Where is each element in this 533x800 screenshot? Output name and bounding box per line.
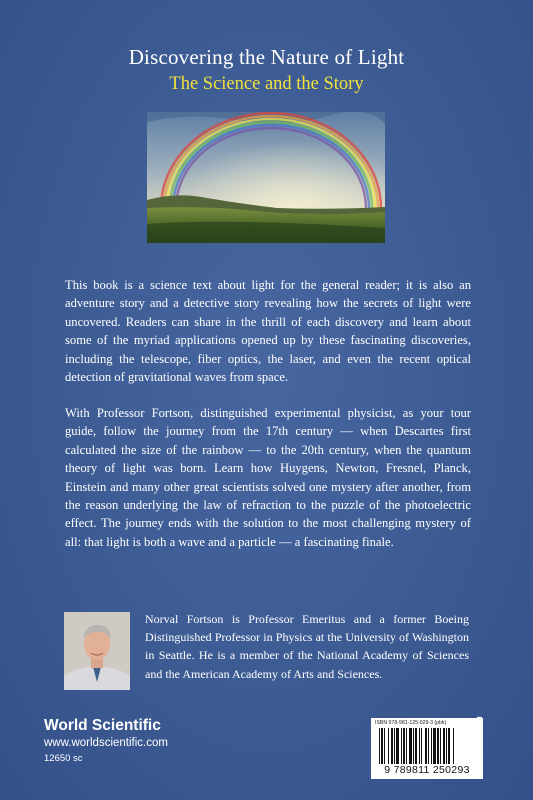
publisher-url: www.worldscientific.com	[44, 737, 168, 749]
barcode-bar	[440, 728, 441, 764]
barcode-bar	[391, 728, 393, 764]
publisher-name: World Scientific	[44, 717, 161, 734]
author-bio: Norval Fortson is Professor Emeritus and a former Boeing Distinguished Professor in Physics at the University of Washington in Seattle. He is a member of the National Academy of Sciences and the American Academy of Arts and Sciences.	[145, 612, 469, 681]
barcode-bar	[401, 728, 402, 764]
barcode-bar	[403, 728, 405, 764]
publisher-block	[44, 716, 168, 766]
book-title: Discovering the Nature of Light	[128, 45, 405, 69]
barcode-bar	[431, 728, 432, 764]
barcode-bar	[419, 728, 420, 764]
barcode-bar	[421, 728, 422, 764]
barcode-bar	[396, 728, 399, 764]
barcode-bar	[413, 728, 414, 764]
barcode-bar	[415, 728, 417, 764]
barcode-bar	[409, 728, 412, 764]
barcode-bar	[379, 728, 380, 764]
barcode-bar	[437, 728, 439, 764]
description-paragraph-1: This book is a science text about light for the general reader; it is also an adventure story and a detective story revealing how the secrets of light were uncovered. Readers can share in the thrill of each discovery and learn about some of the myriad applications opened up by these fascinating discoveries, including the telescope, fiber optics, the laser, and even the recent optical detection of gravitational waves from space.	[65, 278, 471, 385]
publisher-code: 12650 sc	[44, 753, 83, 764]
barcode-bar	[381, 728, 383, 764]
book-subtitle: The Science and the Story	[169, 74, 364, 94]
barcode-bar	[453, 728, 454, 764]
barcode-bar	[425, 728, 427, 764]
barcode-number: 9 789811 250293	[384, 764, 470, 776]
barcode-bar	[394, 728, 395, 764]
description-paragraph-2: With Professor Fortson, distinguished experimental physicist, as your tour guide, follow the journey from the 17th century — when Descartes first calculated the size of the rainbow — to the 20th century, when the quantum theory of light was born. Learn how Huygens, Newton, Fresnel, Planck, Einstein and many other great scientists solved one mystery after another, from the reason underlying the law of refraction to the puzzle of the photoelectric effect. The journey ends with the solution to the most challenging mystery of all: that light is both a wave and a particle — a fascinating finale.	[65, 406, 471, 549]
isbn-line: ISBN 978-981-125-029-3 (pbk)	[375, 720, 447, 726]
rainbow-photo	[147, 112, 385, 243]
barcode-bar	[448, 728, 450, 764]
barcode-bar	[433, 728, 436, 764]
barcode-bar	[384, 728, 385, 764]
barcode-bar	[443, 728, 445, 764]
barcode-bar	[388, 728, 389, 764]
barcode-bar	[446, 728, 447, 764]
barcode-bar	[428, 728, 429, 764]
barcode	[371, 718, 483, 779]
barcode-bars	[377, 728, 477, 764]
author-photo	[64, 612, 130, 690]
barcode-bar	[406, 728, 407, 764]
